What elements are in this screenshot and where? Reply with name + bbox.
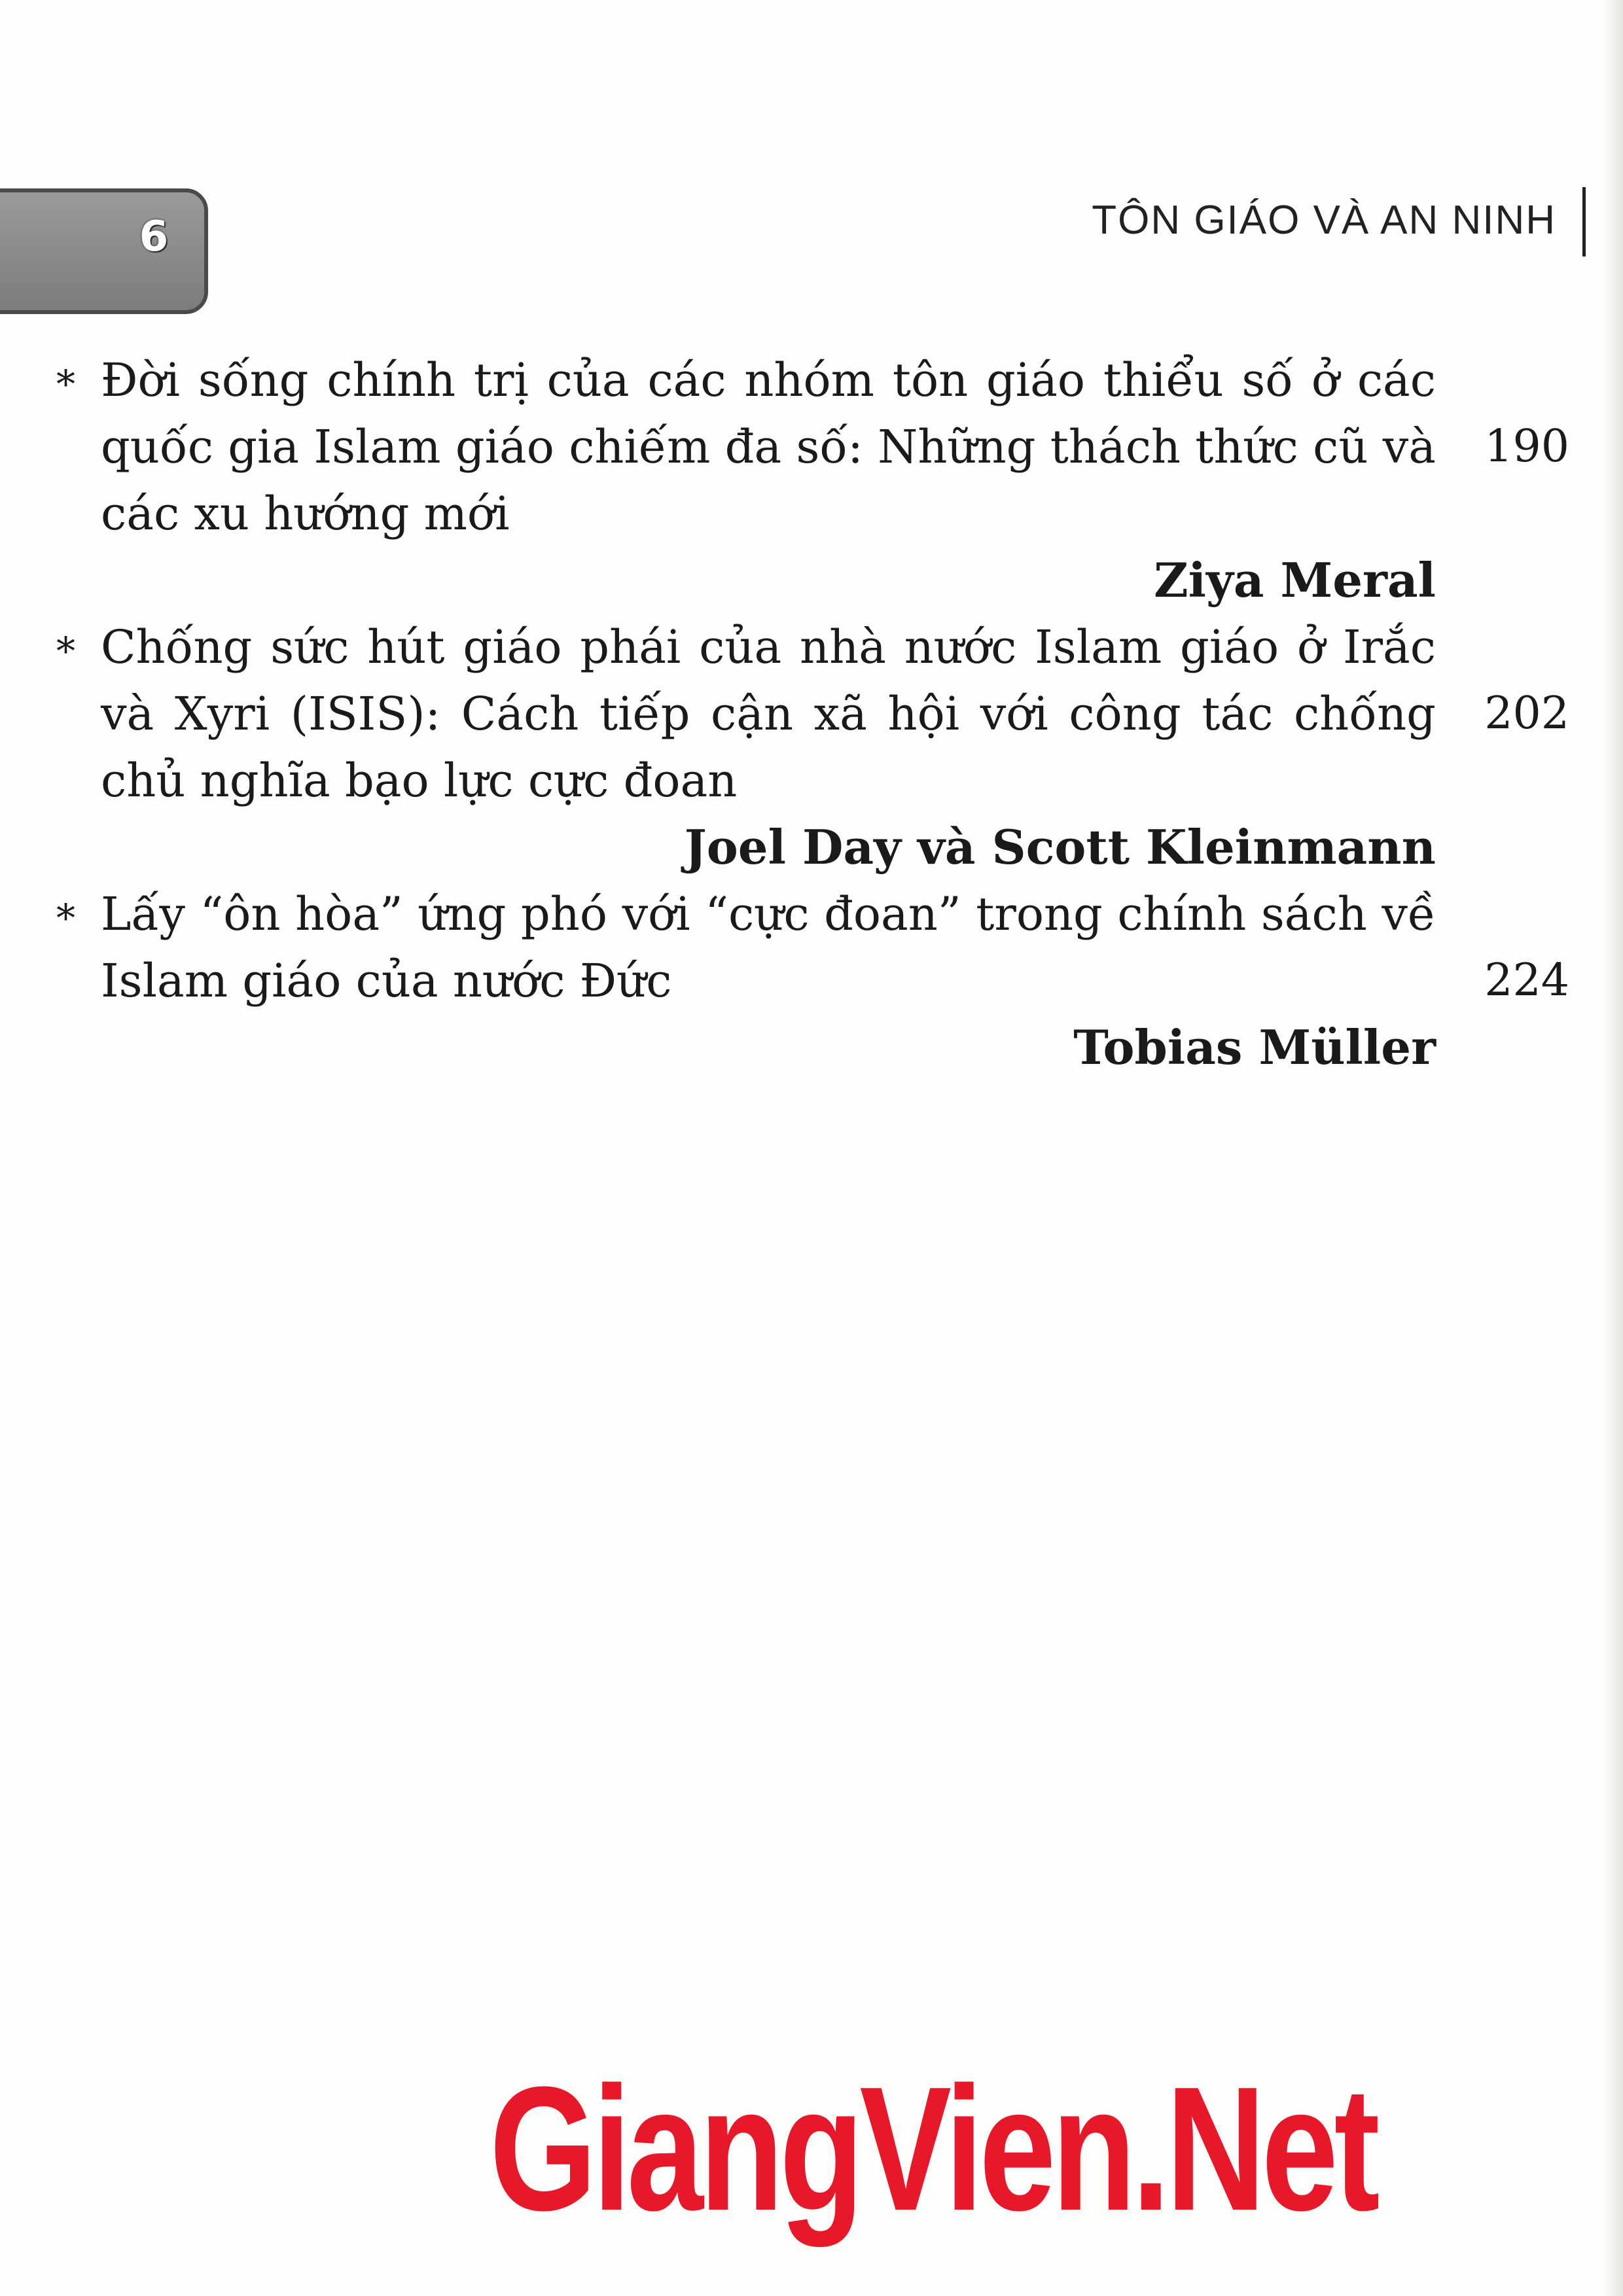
running-header-title: TÔN GIÁO VÀ AN NINH xyxy=(1092,198,1556,243)
toc-entry[interactable] xyxy=(52,881,1584,1014)
toc-entry-author: Tobias Müller xyxy=(1073,1019,1436,1075)
page-number: 6 xyxy=(139,213,169,261)
toc-entry-title[interactable]: Lấy “ôn hòa” ứng phó với “cực đoan” trong chính sách về Islam giáo của nước Đức xyxy=(101,887,1436,1008)
table-of-contents xyxy=(52,347,1584,1081)
toc-entry-title[interactable]: Đời sống chính trị của các nhóm tôn giáo thiểu số ở các quốc gia Islam giáo chiếm đa số: Những thách thức cũ và các xu hướng mới xyxy=(101,353,1436,540)
page-edge-shadow xyxy=(1603,0,1623,2296)
toc-entry-page-number[interactable]: 224 xyxy=(1484,955,1569,1006)
bullet-asterisk: * xyxy=(56,362,75,406)
bullet-asterisk: * xyxy=(56,896,75,940)
toc-entry-author: Ziya Meral xyxy=(1154,552,1436,608)
toc-entry-page-number[interactable]: 190 xyxy=(1484,421,1569,472)
site-watermark: GiangVien.Net xyxy=(490,2051,1376,2248)
toc-entry-title[interactable]: Chống sức hút giáo phái của nhà nước Islam giáo ở Irắc và Xyri (ISIS): Cách tiếp cận xã hội với công tác chống chủ nghĩa bạo lực cực đoan xyxy=(101,620,1436,807)
toc-entry-author: Joel Day và Scott Kleinmann xyxy=(684,819,1436,875)
toc-entry[interactable] xyxy=(52,347,1584,547)
toc-entry-page-number[interactable]: 202 xyxy=(1484,688,1569,739)
header-divider xyxy=(1582,187,1586,256)
bullet-asterisk: * xyxy=(56,629,75,673)
toc-entry[interactable] xyxy=(52,614,1584,814)
